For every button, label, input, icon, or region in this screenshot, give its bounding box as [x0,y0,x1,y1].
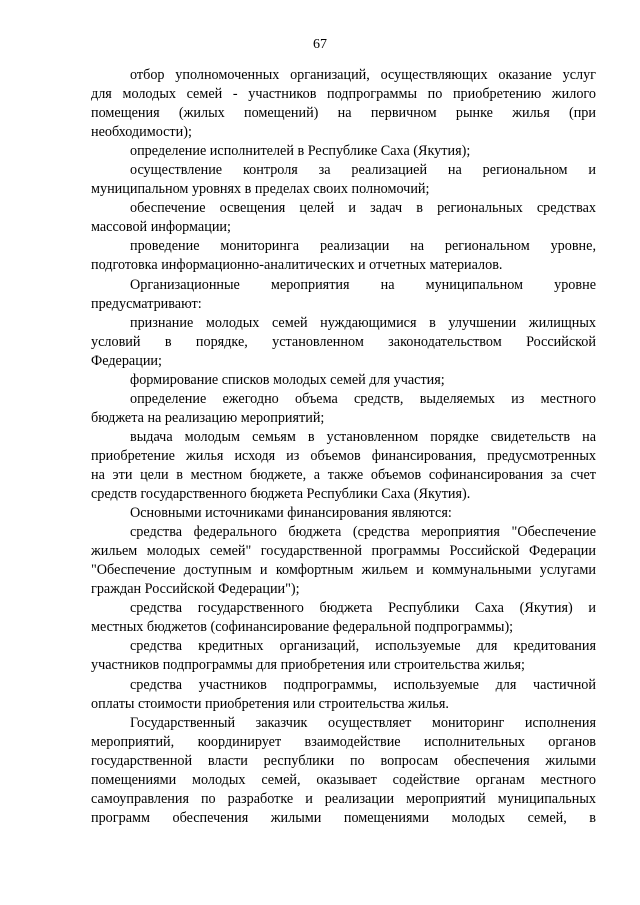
text-line: формирование списков молодых семей для участия; [130,371,445,388]
body-text [91,66,596,828]
text-line: признание молодых семей нуждающимися в улучшении жилищных [130,314,596,331]
paragraph [91,428,596,504]
page-number: 67 [313,37,327,52]
text-line: участников подпрограммы для приобретения или строительства жилья; [91,657,525,674]
text-line: государственной власти республики по вопросам обеспечения жилыми [91,752,596,769]
text-line: Организационные мероприятия на муниципальном уровне [130,276,596,293]
text-line: муниципальном уровнях в пределах своих полномочий; [91,181,430,198]
paragraph [91,599,596,637]
text-line: Основными источниками финансирования являются: [130,505,452,522]
text-line: осуществление контроля за реализацией на региональном и [130,162,596,179]
paragraph [91,676,596,714]
text-line: местных бюджетов (софинансирование федеральной подпрограммы); [91,619,514,636]
paragraph [91,523,596,599]
text-line: программ обеспечения жилыми помещениями молодых семей, в [91,809,596,826]
text-line: мероприятий, координирует взаимодействие исполнительных органов [91,733,596,750]
paragraph [91,714,596,828]
text-line: средства федерального бюджета (средства мероприятия "Обеспечение [130,524,596,541]
text-line: Государственный заказчик осуществляет мониторинг исполнения [130,714,596,731]
text-line: массовой информации; [91,219,231,236]
paragraph [91,276,596,314]
text-line: средства государственного бюджета Республики Саха (Якутия) и [130,600,596,617]
paragraph [91,66,596,142]
paragraph [91,390,596,428]
text-line: граждан Российской Федерации"); [91,581,300,598]
text-line: необходимости); [91,124,192,141]
paragraph [91,371,596,390]
text-line: бюджета на реализацию мероприятий; [91,409,325,426]
text-line: оплаты стоимости приобретения или строительства жилья. [91,695,449,712]
paragraph [91,637,596,675]
text-line: проведение мониторинга реализации на региональном уровне, [130,238,596,255]
paragraph [91,199,596,237]
text-line: приобретение жилья исходя из объемов финансирования, предусмотренных [91,447,596,464]
text-line: определение ежегодно объема средств, выделяемых из местного [130,390,596,407]
paragraph [91,161,596,199]
text-line: определение исполнителей в Республике Саха (Якутия); [130,143,471,160]
text-line: выдача молодым семьям в установленном порядке свидетельств на [130,428,596,445]
text-line: "Обеспечение доступным и комфортным жильем и коммунальными услугами [91,562,596,579]
paragraph [91,142,596,161]
text-line: средств государственного бюджета Республики Саха (Якутия). [91,486,471,503]
text-line: средства участников подпрограммы, используемые для частичной [130,676,596,693]
paragraph [91,314,596,371]
text-line: самоуправления по разработке и реализации мероприятий муниципальных [91,790,596,807]
text-line: для молодых семей - участников подпрограммы по приобретению жилого [91,86,596,103]
text-line: помещения (жилых помещений) на первичном рынке жилья (при [91,105,596,122]
text-line: условий в порядке, установленном законодательством Российской [91,333,596,350]
text-line: помещениями молодых семей, оказывает содействие органам местного [91,771,596,788]
paragraph [91,504,596,523]
text-line: средства кредитных организаций, используемые для кредитования [130,638,596,655]
text-line: предусматривают: [91,295,202,312]
paragraph [91,237,596,275]
text-line: на эти цели в местном бюджете, а также объемов софинансирования за счет [91,466,596,483]
text-line: обеспечение освещения целей и задач в региональных средствах [130,200,596,217]
text-line: отбор уполномоченных организаций, осуществляющих оказание услуг [130,67,596,83]
text-line: жильем молодых семей" государственной программы Российской Федерации [91,543,596,560]
text-line: подготовка информационно-аналитических и отчетных материалов. [91,257,503,274]
text-line: Федерации; [91,352,162,369]
